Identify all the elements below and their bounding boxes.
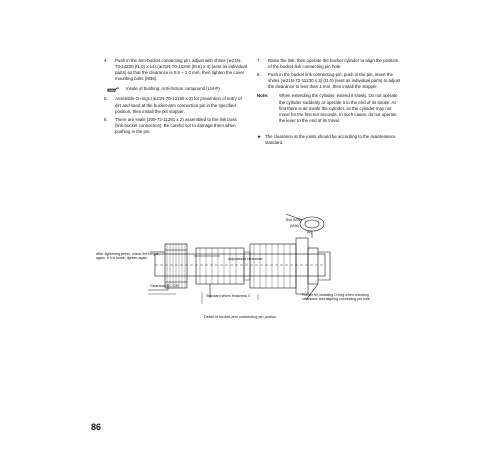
note-block <box>257 93 403 123</box>
note-text: When extending the cylinder, extend it slowly. Do not operate the cylinder suddenly or operate it to the end of its stroke. At first there is air inside the cylinder, so the cylinder may not move for the first ten seconds. In such cases, do not operate the lever to the end of its travel. <box>279 93 398 123</box>
label-clearance: Clearance 0 – 0.5 <box>150 284 179 288</box>
step-4 <box>104 58 247 82</box>
step-text: There are seals (209-72-11281 x 2) assembled to the link boss (link-bucket connection). Be careful not to damage them when pushing in the pin. <box>115 116 237 134</box>
compound-label: Inside of bushing: Anti-friction compound (LM-P) <box>126 86 220 92</box>
step-number: 5. <box>104 96 108 102</box>
step-5 <box>104 96 247 114</box>
label-bolt-2: (M36) <box>290 224 299 228</box>
right-column <box>257 58 403 146</box>
page-number: 86 <box>91 422 102 432</box>
label-adjust-clearance: Adjustment clearance <box>228 257 263 261</box>
end-cover <box>296 238 308 294</box>
step-number: 7. <box>257 58 261 63</box>
label-bolt-1: Bolt (M36) <box>286 218 302 222</box>
step-number: 6. <box>104 116 108 122</box>
step-8 <box>257 72 403 90</box>
bolt-head <box>300 217 324 231</box>
left-column <box>104 58 247 137</box>
note-label: Note: <box>257 93 269 99</box>
step-number: 8. <box>257 72 261 78</box>
label-pocket: Pocket for installing O-ring when checking clearance and aligning connecting pin hole <box>302 293 370 302</box>
grease-tube-icon <box>106 86 120 92</box>
step-6 <box>104 117 247 135</box>
link-boss-center <box>196 248 244 284</box>
clearance-bullet <box>257 134 403 146</box>
step-text: Push in the arm-bucket connecting pin, adjust with shims (※21N-70-14230 (t1.0) x 14) (※21N-70-14240 (t0.5) x 4) (sent as individual parts) so that the clearance is 0.5 – 1.0 mm, then tighten the cover mounting bolts (M36). <box>115 58 247 82</box>
star-icon: ★ <box>257 133 261 139</box>
step-text: Assemble O-rings (※21N-70-13150 x 2) for prevention of entry of dirt and sand at the bucket-arm connection pin in the specified position, then install the pin stopper. <box>115 96 242 114</box>
label-shims: Standard shims thickness 0 <box>206 294 250 298</box>
arm-boss-right <box>250 244 296 288</box>
step-7 <box>257 58 403 70</box>
figure-caption: Detail of bucket-arm connecting pin portion <box>204 315 277 319</box>
step-number: 4. <box>104 58 108 63</box>
bullet-text: The clearance at the joints should be according to the maintenance standard. <box>265 133 396 146</box>
label-bolt-3: (M) <box>307 230 313 234</box>
compound-callout <box>106 86 247 92</box>
step-text: Push in the bucket link connecting pin, push in the pin, insert the shims (※21N-72-11230 x 3) (t1.0) (sent as individual parts) to adjust the clearance to less than 1 mm, then install the stopper. <box>268 72 401 90</box>
step-text: Raise the link, then operate the bucket cylinder to align the position of the bucket-link connecting pin hole. <box>268 58 399 70</box>
label-tighten: After tightening press, check the torque again. If it is loose, tighten again <box>96 252 159 261</box>
